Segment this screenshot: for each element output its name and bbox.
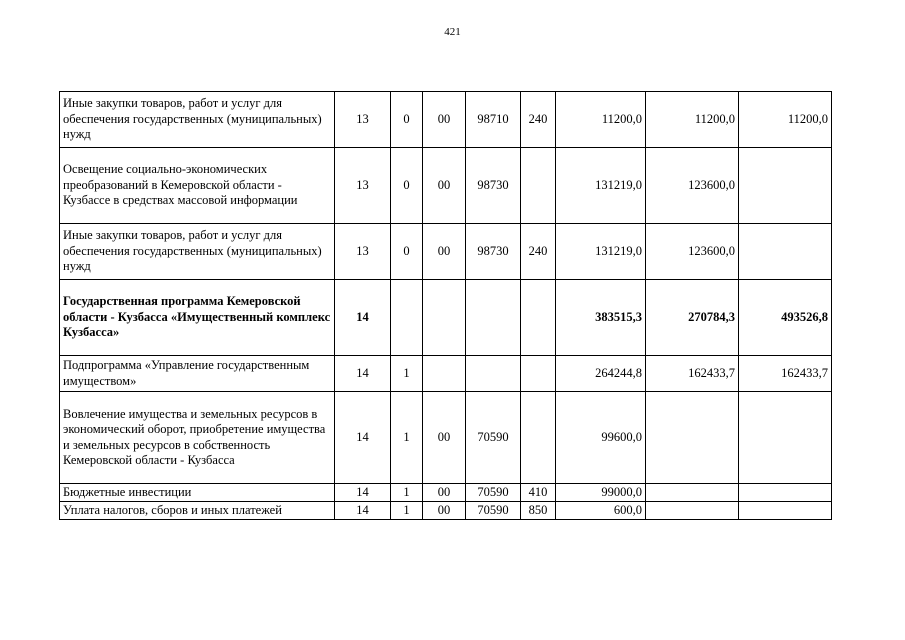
expense-type-code: 240	[521, 224, 556, 280]
amount-year-3: 493526,8	[739, 280, 832, 356]
table-row	[60, 148, 832, 224]
article-code: 98730	[466, 148, 521, 224]
direction-code: 00	[423, 502, 466, 520]
article-code: 98730	[466, 224, 521, 280]
section-code: 14	[335, 280, 391, 356]
table-row	[60, 502, 832, 520]
amount-year-3: 162433,7	[739, 356, 832, 392]
table-row	[60, 92, 832, 148]
table-row	[60, 484, 832, 502]
article-code: 98710	[466, 92, 521, 148]
amount-year-2: 162433,7	[646, 356, 739, 392]
subprogram-code: 0	[391, 224, 423, 280]
item-name: Бюджетные инвестиции	[60, 484, 335, 502]
article-code	[466, 280, 521, 356]
subprogram-code: 1	[391, 484, 423, 502]
amount-year-1: 131219,0	[556, 148, 646, 224]
expense-type-code: 410	[521, 484, 556, 502]
expense-type-code	[521, 392, 556, 484]
table-row	[60, 280, 832, 356]
expense-type-code: 850	[521, 502, 556, 520]
table-row	[60, 392, 832, 484]
amount-year-1: 383515,3	[556, 280, 646, 356]
amount-year-1: 11200,0	[556, 92, 646, 148]
amount-year-3	[739, 484, 832, 502]
amount-year-1: 99600,0	[556, 392, 646, 484]
subprogram-code: 0	[391, 92, 423, 148]
amount-year-3	[739, 502, 832, 520]
direction-code	[423, 356, 466, 392]
amount-year-1: 600,0	[556, 502, 646, 520]
item-name: Уплата налогов, сборов и иных платежей	[60, 502, 335, 520]
section-code: 14	[335, 392, 391, 484]
amount-year-2: 123600,0	[646, 224, 739, 280]
item-name: Подпрограмма «Управление государственным имуществом»	[60, 356, 335, 392]
section-code: 13	[335, 148, 391, 224]
amount-year-2: 270784,3	[646, 280, 739, 356]
direction-code: 00	[423, 484, 466, 502]
subprogram-code: 0	[391, 148, 423, 224]
amount-year-2	[646, 484, 739, 502]
item-name: Иные закупки товаров, работ и услуг для обеспечения государственных (муниципальных) нужд	[60, 224, 335, 280]
budget-table	[59, 91, 832, 520]
item-name: Вовлечение имущества и земельных ресурсов в экономический оборот, приобретение имущества и земельных ресурсов в собственность Кемеровской области - Кузбасса	[60, 392, 335, 484]
direction-code: 00	[423, 392, 466, 484]
article-code	[466, 356, 521, 392]
amount-year-2	[646, 502, 739, 520]
section-code: 14	[335, 502, 391, 520]
item-name: Иные закупки товаров, работ и услуг для обеспечения государственных (муниципальных) нужд	[60, 92, 335, 148]
direction-code	[423, 280, 466, 356]
amount-year-1: 99000,0	[556, 484, 646, 502]
expense-type-code	[521, 356, 556, 392]
table-row	[60, 224, 832, 280]
expense-type-code	[521, 280, 556, 356]
article-code: 70590	[466, 392, 521, 484]
amount-year-1: 131219,0	[556, 224, 646, 280]
amount-year-3	[739, 392, 832, 484]
amount-year-3	[739, 224, 832, 280]
section-code: 13	[335, 224, 391, 280]
subprogram-code: 1	[391, 356, 423, 392]
amount-year-2	[646, 392, 739, 484]
direction-code: 00	[423, 224, 466, 280]
section-code: 14	[335, 484, 391, 502]
subprogram-code: 1	[391, 502, 423, 520]
page-number: 421	[444, 26, 461, 38]
amount-year-2: 11200,0	[646, 92, 739, 148]
table-row	[60, 356, 832, 392]
article-code: 70590	[466, 484, 521, 502]
subprogram-code	[391, 280, 423, 356]
expense-type-code	[521, 148, 556, 224]
direction-code: 00	[423, 92, 466, 148]
amount-year-3: 11200,0	[739, 92, 832, 148]
item-name: Государственная программа Кемеровской области - Кузбасса «Имущественный комплекс Кузбасса»	[60, 280, 335, 356]
article-code: 70590	[466, 502, 521, 520]
section-code: 13	[335, 92, 391, 148]
amount-year-3	[739, 148, 832, 224]
expense-type-code: 240	[521, 92, 556, 148]
item-name: Освещение социально-экономических преобразований в Кемеровской области - Кузбассе в средствах массовой информации	[60, 148, 335, 224]
table-body	[60, 92, 832, 520]
section-code: 14	[335, 356, 391, 392]
direction-code: 00	[423, 148, 466, 224]
amount-year-2: 123600,0	[646, 148, 739, 224]
subprogram-code: 1	[391, 392, 423, 484]
amount-year-1: 264244,8	[556, 356, 646, 392]
